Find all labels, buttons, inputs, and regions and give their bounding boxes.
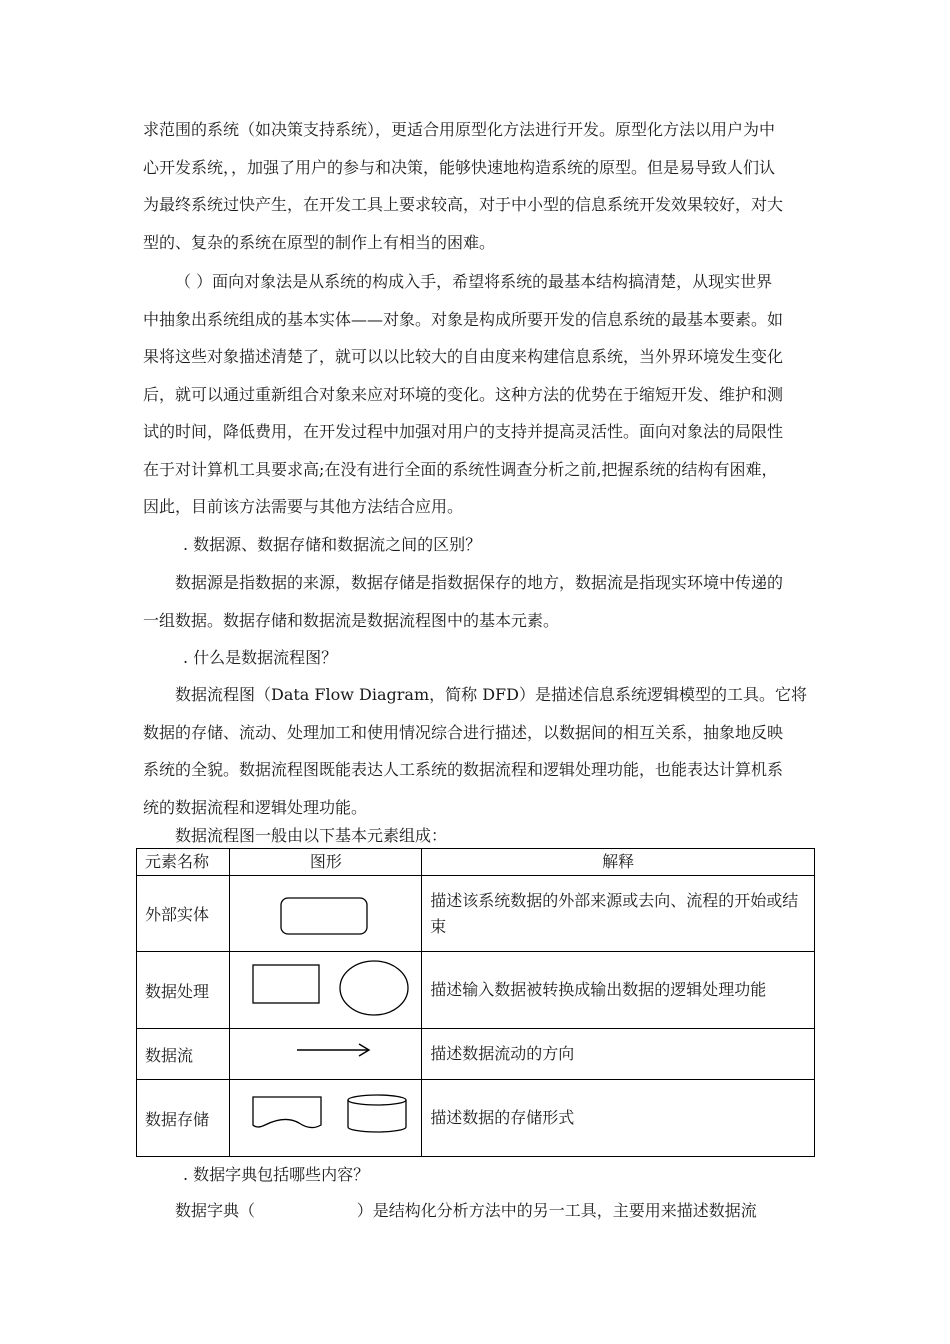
text-line: 型的、复杂的系统在原型的制作上有相当的困难。 bbox=[143, 232, 496, 252]
table-caption: 数据流程图一般由以下基本元素组成： bbox=[175, 826, 448, 845]
process-shape bbox=[241, 957, 411, 1023]
shape-cell bbox=[230, 1080, 422, 1157]
text-line: 统的数据流程和逻辑处理功能。 bbox=[143, 797, 368, 817]
shape-cell bbox=[230, 952, 422, 1029]
question-data-source-difference bbox=[143, 526, 815, 564]
text-line: 数据的存储、流动、处理加工和使用情况综合进行描述，以数据间的相互关系，抽象地反映 bbox=[143, 722, 784, 742]
header-shape: 图形 bbox=[230, 849, 422, 876]
text-line: 数据字典（ ）是结构化分析方法中的另一工具，主要用来描述数据流 bbox=[175, 1201, 757, 1220]
text-line: 数据流程图（Data Flow Diagram，简称 DFD）是描述信息系统逻辑模型的工具。它将 bbox=[175, 685, 807, 704]
explanation-cell: 描述输入数据被转换成输出数据的逻辑处理功能 bbox=[422, 952, 815, 1029]
question-what-is-dfd bbox=[143, 639, 815, 677]
element-name-cell: 外部实体 bbox=[137, 876, 230, 952]
answer-what-is-dfd bbox=[143, 676, 815, 826]
element-name-cell: 数据存储 bbox=[137, 1080, 230, 1157]
answer-data-source-difference bbox=[143, 564, 815, 639]
explanation-cell: 描述数据的存储形式 bbox=[422, 1080, 815, 1157]
text-line: 果将这些对象描述清楚了，就可以以比较大的自由度来构建信息系统，当外界环境发生变化 bbox=[143, 347, 784, 366]
element-name-cell: 数据流 bbox=[137, 1029, 230, 1080]
dfd-elements-table bbox=[136, 848, 815, 1157]
text-line: 系统的全貌。数据流程图既能表达人工系统的数据流程和逻辑处理功能，也能表达计算机系 bbox=[143, 760, 784, 779]
question-heading: . 数据字典包括哪些内容？ bbox=[183, 1165, 370, 1184]
question-heading: . 什么是数据流程图？ bbox=[183, 648, 338, 667]
text-line: 中抽象出系统组成的基本实体——对象。对象是构成所要开发的信息系统的最基本要素。如 bbox=[143, 309, 784, 329]
question-heading: . 数据源、数据存储和数据流之间的区别？ bbox=[183, 535, 482, 554]
text-line: （ ）面向对象法是从系统的构成入手，希望将系统的最基本结构搞清楚，从现实世界 bbox=[175, 272, 773, 291]
shape-cell bbox=[230, 1029, 422, 1080]
question-data-dictionary bbox=[143, 1156, 815, 1194]
data-flow-arrow-shape bbox=[241, 1034, 411, 1074]
table-row bbox=[137, 952, 815, 1029]
paragraph-prototyping bbox=[143, 111, 815, 261]
text-line: 数据源是指数据的来源，数据存储是指数据保存的地方，数据流是指现实环境中传递的 bbox=[175, 573, 784, 592]
text-line: 一组数据。数据存储和数据流是数据流程图中的基本元素。 bbox=[143, 610, 560, 630]
shape-cell bbox=[230, 876, 422, 952]
paragraph-object-oriented bbox=[143, 263, 815, 526]
text-line: 在于对计算机工具要求高;在没有进行全面的系统性调查分析之前,把握系统的结构有困难， bbox=[143, 459, 778, 479]
header-explanation: 解释 bbox=[422, 849, 815, 876]
data-store-shape bbox=[241, 1085, 411, 1151]
text-line: 心开发系统，，加强了用户的参与和决策，能够快速地构造系统的原型。但是易导致人们认 bbox=[143, 157, 776, 177]
text-line: 求范围的系统（如决策支持系统），更适合用原型化方法进行开发。原型化方法以用户为中 bbox=[143, 120, 776, 139]
table-header-row bbox=[137, 849, 815, 876]
table-row bbox=[137, 1080, 815, 1157]
text-line: 为最终系统过快产生，在开发工具上要求较高，对于中小型的信息系统开发效果较好，对大 bbox=[143, 195, 784, 214]
text-line: 因此，目前该方法需要与其他方法结合应用。 bbox=[143, 497, 464, 516]
table-row bbox=[137, 876, 815, 952]
header-element-name: 元素名称 bbox=[137, 849, 230, 876]
explanation-cell: 描述数据流动的方向 bbox=[422, 1029, 815, 1080]
text-line: 试的时间，降低费用，在开发过程中加强对用户的支持并提高灵活性。面向对象法的局限性 bbox=[143, 422, 784, 441]
external-entity-shape bbox=[241, 884, 411, 944]
table-row bbox=[137, 1029, 815, 1080]
element-name-cell: 数据处理 bbox=[137, 952, 230, 1029]
answer-data-dictionary bbox=[143, 1192, 815, 1230]
explanation-cell: 描述该系统数据的外部来源或去向、流程的开始或结束 bbox=[422, 876, 815, 952]
text-line: 后，就可以通过重新组合对象来应对环境的变化。这种方法的优势在于缩短开发、维护和测 bbox=[143, 384, 784, 404]
